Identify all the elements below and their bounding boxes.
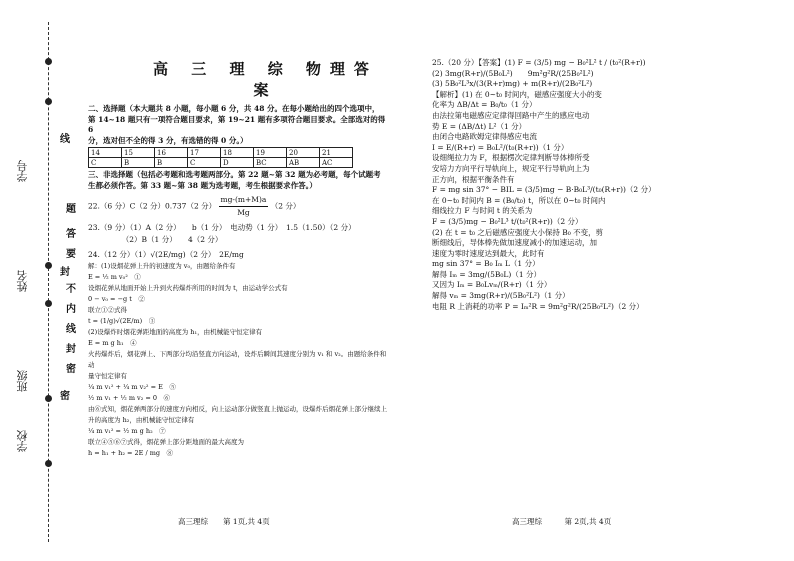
class-field: 班级 <box>16 370 29 392</box>
answer-cell: B <box>122 158 155 168</box>
section2-line: 分，选对但不全的得 3 分，有选错的得 0 分。） <box>88 135 248 145</box>
q25-solution-line: 在 0~t₀ 时间内 B = (B₀/t₀) t，所以在 0~t₀ 时间内 <box>432 195 606 205</box>
binding-margin <box>0 0 76 561</box>
q25-solution-line: 由法拉第电磁感应定律得回路中产生的感应电动 <box>432 110 590 120</box>
q25-solution-line: 解得 vₘ = 3mg(R+r)/(5B₀²L²)（1 分） <box>432 291 570 301</box>
answer-cell: C <box>188 158 221 168</box>
q24-solution-line: ¼ m v₁² = ½ m g h₂ ⑦ <box>88 427 166 435</box>
answer-cell: AB <box>287 158 320 168</box>
binding-hole <box>45 98 52 105</box>
left-page <box>88 58 388 459</box>
q25-solution-line: F = mg sin 37° − BIL = (3/5)mg − B·B₀L³/(t₀(R+r))（2 分） <box>432 185 656 195</box>
q24-solution-line: ¼ m v₁² + ¼ m v₂² = E ⑤ <box>88 383 176 391</box>
notice-char: 要 <box>66 249 76 260</box>
q22-denominator: Mg <box>237 208 250 217</box>
q25-solution-line: 电阻 R 上消耗的功率 P = Iₘ²R = 9m²g²R/(25B₀²L²)（2 分） <box>432 301 644 311</box>
answer-table <box>88 147 353 168</box>
binding-hole <box>45 262 52 269</box>
notice-char: 不 <box>66 284 76 295</box>
binding-seal-char: 线 <box>60 134 70 145</box>
school-field: 学校 <box>16 430 29 452</box>
notice-char: 答 <box>66 229 76 240</box>
question-number: 21 <box>320 148 353 158</box>
binding-seal-char: 封 <box>60 267 70 278</box>
q22-prefix: 22.（6 分）C（2 分）0.737（2 分） <box>88 201 217 211</box>
notice-char: 线 <box>66 324 76 335</box>
q24-solution-line: 量守恒定律有 <box>88 372 127 380</box>
q25-solution-line: 化率为 ΔB/Δt = B₀/t₀（1 分） <box>432 100 537 110</box>
q22-fraction <box>219 194 269 219</box>
q25-solution-line: 正方向，根据平衡条件有 <box>432 174 515 184</box>
q25-solution-line: 细线拉力 F 与时间 t 的关系为 <box>432 206 533 216</box>
q24-head: 24.（12 分）（1）√(2E/mg)（2 分） 2E/mg <box>88 250 244 259</box>
q24-solution-line: t = (1/g)√(2E/m) ③ <box>88 317 156 325</box>
q25-solution-line: 势 E = (ΔB/Δt) L²（1 分） <box>432 121 527 131</box>
binding-hole <box>45 460 52 467</box>
q24-solution-line: 设烟花弹从地面开始上升到火药爆炸所用的时间为 t，由运动学公式有 <box>88 284 288 292</box>
section2-line: 二、选择题（本大题共 8 小题，每小题 6 分，共 48 分。在每小题给出的四个选项中， <box>88 104 380 113</box>
question-number: 14 <box>89 148 122 158</box>
notice-char: 封 <box>66 344 76 355</box>
q24-solution-line: ½ m v₁ + ½ m v₂ = 0 ⑥ <box>88 394 171 402</box>
q25-solution-line: 设细绳拉力为 F，根据楞次定律判断导体棒所受 <box>432 153 590 163</box>
question-number: 16 <box>155 148 188 158</box>
binding-hole <box>45 395 52 402</box>
q24-solution-line: (2)设爆炸时烟花弹距地面的高度为 h₁，由机械能守恒定律有 <box>88 328 263 336</box>
q24-solution-line: 由⑥式知，烟花弹两部分的速度方向相反，向上运动部分做竖直上抛运动，设爆炸后烟花弹上部分继续上 <box>88 405 387 413</box>
answer-cell: AC <box>320 158 353 168</box>
q24-solution <box>88 261 388 459</box>
q25-solution-line: mg sin 37° = B₀ Iₘ L（1 分） <box>432 259 540 269</box>
question-number: 19 <box>254 148 287 158</box>
q25-solution-line: 25.（20 分）【答案】(1) F = (3/5) mg − B₀²L² t / (t₀²(R+r)) <box>432 58 646 67</box>
binding-seal-char: 密 <box>60 391 70 402</box>
answer-cell: BC <box>254 158 287 168</box>
q24-solution-line: 解：(1)设烟花弹上升的初速度为 v₀，由题给条件有 <box>88 262 236 270</box>
q24-solution-line: h = h₁ + h₂ = 2E / mg ⑧ <box>88 449 174 457</box>
q24-solution-line: 火药爆炸后，烟花弹上、下两部分均沿竖直方向运动，设炸后瞬间其速度分别为 v₁ 和 v₂。由题给条件和动 <box>88 350 387 369</box>
q25-solution-line: 速度为零时速度达到最大，此时有 <box>432 248 545 258</box>
answer-cell: B <box>155 158 188 168</box>
notice-char: 内 <box>66 304 76 315</box>
answer-cell: C <box>89 158 122 168</box>
q25-solution-line: I = E/(R+r) = B₀L²/(t₀(R+r))（1 分） <box>432 142 569 152</box>
page-footer-left: 高三理综 第 1页,共 4页 <box>178 517 270 526</box>
table-row <box>89 148 353 158</box>
section3-line: 生都必须作答。第 33 题~第 38 题为选考题，考生根据要求作答。） <box>88 180 317 190</box>
notice-char: 题 <box>66 204 76 215</box>
table-row <box>89 158 353 168</box>
q24-solution-line: 联立④⑤⑥⑦式得，烟花弹上部分距地面的最大高度为 <box>88 438 244 446</box>
question-number: 15 <box>122 148 155 158</box>
answer-cell: D <box>221 158 254 168</box>
section3-line: 三、非选择题（包括必考题和选考题两部分。第 22 题~第 32 题为必考题，每个试题考 <box>88 170 381 179</box>
q25-solution-line: (3) 5B₀²L³x/(3(R+r)mg) + m(R+r)/(2B₀²L²) <box>432 79 593 89</box>
question-number: 18 <box>221 148 254 158</box>
q24-solution-line: 0 − v₀ = −g t ② <box>88 295 145 303</box>
q22-numerator: mg-(m+M)a <box>219 194 269 207</box>
right-page <box>432 58 772 312</box>
binding-hole <box>45 58 52 65</box>
q25-solution-line: 安培力方向平行导轨向上，规定平行导轨向上为 <box>432 163 590 173</box>
q25-solution-line: 又因为 Iₘ = B₀Lvₘ/(R+r)（1 分） <box>432 280 552 290</box>
q25-solution-line: 由闭合电路欧姆定律得感应电流 <box>432 132 537 142</box>
question-number: 20 <box>287 148 320 158</box>
student-id-field: 学号 <box>16 160 29 182</box>
q25-solution-line: F = (3/5)mg − B₀²L³ t/(t₀²(R+r))（2 分） <box>432 216 583 226</box>
notice-char: 密 <box>66 364 76 375</box>
q22-answer <box>88 194 388 219</box>
question-number: 17 <box>188 148 221 158</box>
name-field: 姓名 <box>16 270 29 292</box>
q23-line: （2）B（1 分） 4（2 分） <box>88 235 223 244</box>
q25-solution-line: (2) 在 t = t₀ 之后磁感应强度大小保持 B₀ 不变，剪 <box>432 227 604 237</box>
q24-solution-line: 联立①②式得 <box>88 306 127 314</box>
section2-line: 第 14~18 题只有一项符合题目要求，第 19~21 题有多项符合题目要求。全部选对的得 6 <box>88 114 386 134</box>
binding-hole <box>45 300 52 307</box>
page-footer-right: 高三理综 第 2页,共 4页 <box>512 517 612 526</box>
q24-solution-line: E = m g h₁ ④ <box>88 339 137 347</box>
q22-suffix: （2 分） <box>270 201 301 211</box>
q23-line: 23.（9 分）（1）A（2 分） b（1 分） 电动势（1 分） 1.5（1.50）（2 分） <box>88 223 356 232</box>
q24-solution-line: 升的高度为 h₂，由机械能守恒定律有 <box>88 416 195 424</box>
q25-solution-line: (2) 3mg(R+r)/(5B₀L²) 9m²g²R/(25B₀²L²) <box>432 68 594 78</box>
page-title: 高 三 理 综 物理答案 <box>153 60 378 99</box>
q25-solution-line: 断细线后，导体棒先做加速度减小的加速运动，加 <box>432 238 597 248</box>
q24-solution-line: E = ½ m v₀² ① <box>88 273 141 281</box>
q25-solution-line: 解得 Iₘ = 3mg/(5B₀L)（1 分） <box>432 269 541 279</box>
q25-solution-line: 【解析】(1) 在 0~t₀ 时间内，磁感应强度大小的变 <box>432 89 602 99</box>
